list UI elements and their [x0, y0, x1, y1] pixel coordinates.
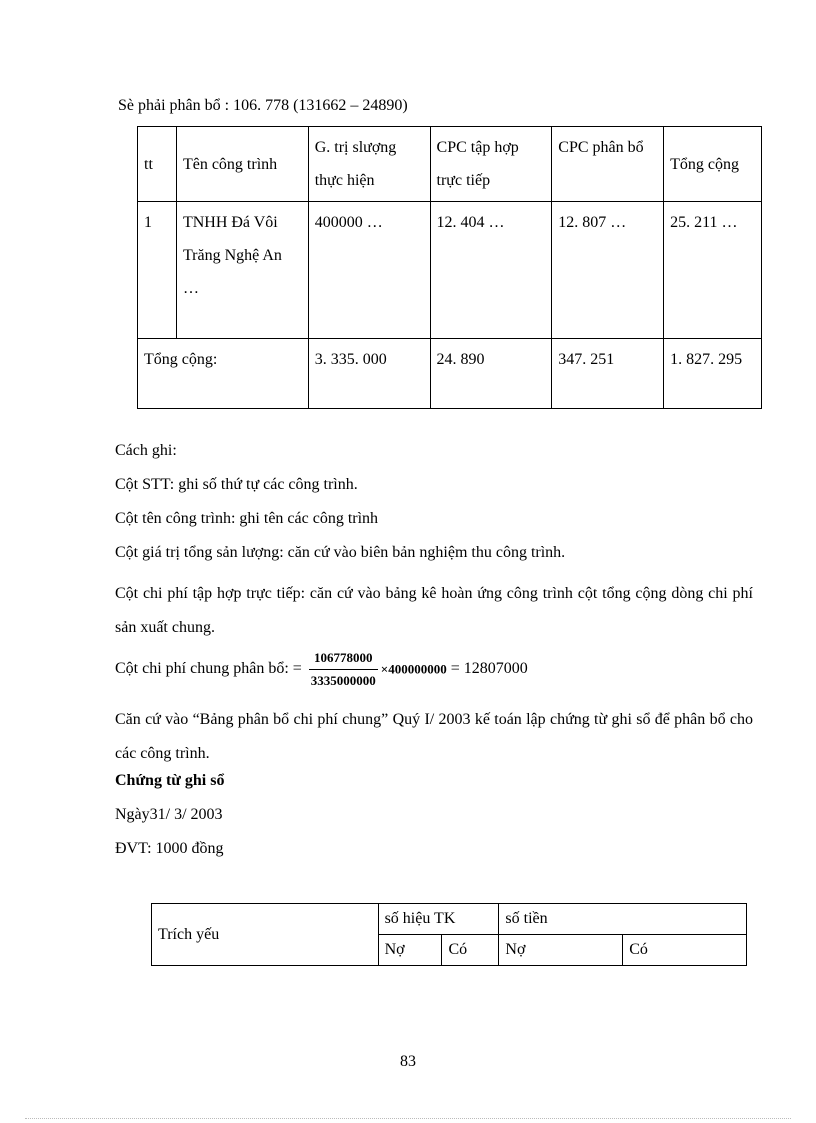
- note-direct: Cột chi phí tập hợp trực tiếp: căn cứ vào bảng kê hoàn ứng công trình cột tổng cộng dòng chi phí sản xuất chung.: [115, 585, 753, 636]
- cell-cpc-alloc: 12. 807 …: [552, 202, 664, 339]
- total-value: 3. 335. 000: [308, 339, 430, 409]
- cell-value: 400000 …: [308, 202, 430, 339]
- cell-total: 25. 211 …: [664, 202, 762, 339]
- total-label: Tổng cộng:: [138, 339, 309, 409]
- header-cpc-direct: CPC tập hợp trực tiếp: [430, 127, 552, 202]
- header-amount: số tiền: [499, 904, 747, 935]
- header-credit-account: Có: [442, 935, 499, 966]
- page-number: 83: [400, 1053, 416, 1070]
- formula-numerator: 106778000: [309, 648, 378, 670]
- cell-name: TNHH Đá Vôi Trăng Nghệ An …: [176, 202, 308, 339]
- note-stt: Cột STT: ghi số thứ tự các công trình.: [115, 476, 358, 493]
- table-header-row: [138, 127, 762, 202]
- total-cpc-alloc: 347. 251: [552, 339, 664, 409]
- total-total: 1. 827. 295: [664, 339, 762, 409]
- formula-label: Cột chi phí chung phân bổ: =: [115, 660, 302, 678]
- voucher-header-row: [152, 904, 747, 935]
- header-name: Tên công trình: [176, 127, 308, 202]
- cell-cpc-direct: 12. 404 …: [430, 202, 552, 339]
- header-summary: Trích yếu: [152, 904, 379, 966]
- voucher-unit: ĐVT: 1000 đồng: [115, 840, 224, 857]
- voucher-title: Chứng từ ghi sổ: [115, 772, 225, 789]
- table-total-row: [138, 339, 762, 409]
- notes-title: Cách ghi:: [115, 442, 177, 459]
- table-row: [138, 202, 762, 339]
- header-cpc-alloc: CPC phân bổ: [552, 127, 664, 202]
- header-credit-amount: Có: [623, 935, 747, 966]
- header-account-no: số hiệu TK: [378, 904, 499, 935]
- note-value: Cột giá trị tổng sản lượng: căn cứ vào biên bản nghiệm thu công trình.: [115, 544, 566, 561]
- formula-result: = 12807000: [450, 660, 528, 678]
- formula-fraction: [309, 648, 378, 691]
- header-debit-amount: Nợ: [499, 935, 623, 966]
- formula-denominator: 3335000000: [310, 673, 376, 688]
- formula-line: [115, 648, 528, 691]
- cell-tt: 1: [138, 202, 177, 339]
- allocation-amount-line: Sè phải phân bổ : 106. 778 (131662 – 24890): [118, 97, 408, 114]
- header-total: Tổng cộng: [664, 127, 762, 202]
- header-tt: tt: [138, 127, 177, 202]
- page-bottom-divider: [25, 1118, 791, 1119]
- header-value: G. trị slượng thực hiện: [308, 127, 430, 202]
- voucher-table: [151, 903, 747, 966]
- note-basis: Căn cứ vào “Bảng phân bổ chi phí chung” Quý I/ 2003 kế toán lập chứng từ ghi sổ để phân bổ cho các công trình.: [115, 711, 753, 762]
- note-name: Cột tên công trình: ghi tên các công trình: [115, 510, 379, 527]
- formula-multiplier: ×400000000: [380, 661, 447, 677]
- total-cpc-direct: 24. 890: [430, 339, 552, 409]
- voucher-date: Ngày31/ 3/ 2003: [115, 806, 223, 823]
- header-debit-account: Nợ: [378, 935, 442, 966]
- allocation-table: [137, 126, 762, 409]
